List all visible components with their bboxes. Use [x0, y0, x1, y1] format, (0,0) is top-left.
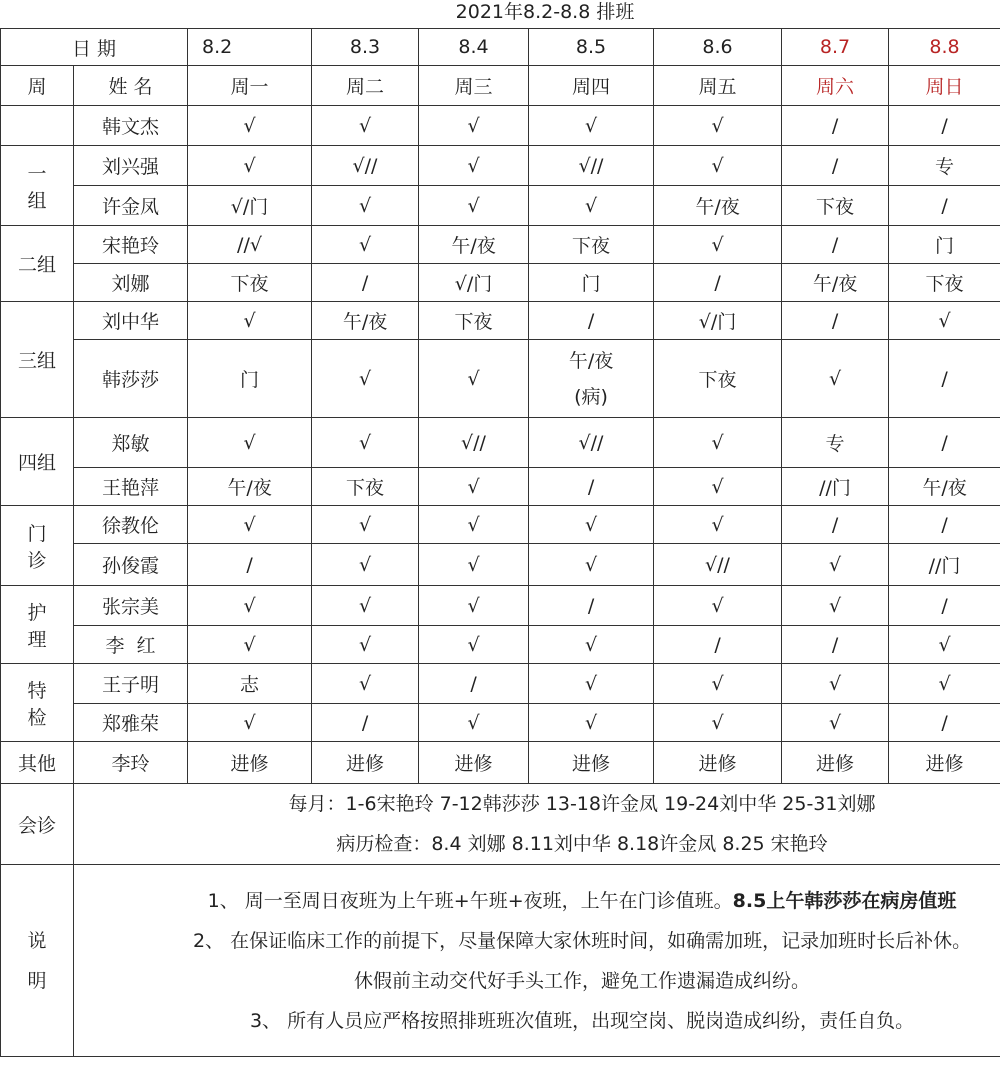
shift-cell: 进修: [889, 742, 1000, 784]
staff-name: 刘兴强: [74, 146, 188, 186]
shift-cell: /: [782, 626, 889, 664]
shift-cell: √: [654, 704, 782, 742]
shift-cell-multiline: [529, 340, 654, 418]
shift-cell: /: [529, 302, 654, 340]
date-header: 日 期: [1, 29, 188, 66]
shift-cell: 门: [188, 340, 312, 418]
date-cell: 8.6: [654, 29, 782, 66]
staff-name: 王子明: [74, 664, 188, 704]
table-row: [1, 418, 1000, 468]
shift-cell: √: [188, 506, 312, 544]
staff-name: 韩莎莎: [74, 340, 188, 418]
group-label-3: 三组: [1, 302, 74, 418]
shift-cell: 午/夜: [419, 226, 529, 264]
shift-cell: √: [529, 704, 654, 742]
notes-row: [1, 865, 1000, 1057]
table-row: [1, 586, 1000, 626]
table-row: [1, 340, 1000, 418]
table-row: [1, 106, 1000, 146]
shift-cell: /: [782, 302, 889, 340]
staff-name: 郑敏: [74, 418, 188, 468]
shift-cell: 进修: [312, 742, 419, 784]
shift-cell: √//: [312, 146, 419, 186]
weekday-cell-weekend: 周六: [782, 66, 889, 106]
shift-cell: √: [529, 506, 654, 544]
shift-cell: 午/夜: [782, 264, 889, 302]
group-label-special-exam: [1, 664, 74, 742]
shift-cell: √: [312, 226, 419, 264]
shift-cell: √: [419, 468, 529, 506]
name-header: 姓 名: [74, 66, 188, 106]
sick-note: (病): [574, 385, 608, 408]
shift-cell: √: [654, 226, 782, 264]
group-label-2: 二组: [1, 226, 74, 302]
shift-cell: √: [188, 146, 312, 186]
table-row: [1, 226, 1000, 264]
note-line-1: [74, 881, 1000, 921]
shift-cell: /: [529, 586, 654, 626]
shift-cell: /: [782, 506, 889, 544]
shift-cell: √: [312, 186, 419, 226]
staff-name: 李玲: [74, 742, 188, 784]
group-label-1: [1, 146, 74, 226]
shift-cell: √: [782, 586, 889, 626]
shift-cell: √: [419, 544, 529, 586]
notes-char: 说: [27, 929, 47, 952]
consult-row: [1, 784, 1000, 865]
weekday-cell: 周二: [312, 66, 419, 106]
shift-cell: √: [419, 146, 529, 186]
shift-cell: 午/夜: [312, 302, 419, 340]
shift-cell: √: [312, 586, 419, 626]
shift-cell: √: [529, 626, 654, 664]
group-char: 特: [27, 679, 47, 702]
shift-cell: √: [188, 106, 312, 146]
weekday-cell: 周四: [529, 66, 654, 106]
shift-cell: /: [782, 226, 889, 264]
shift-cell: 午/夜: [188, 468, 312, 506]
shift-cell: √: [654, 586, 782, 626]
shift-cell: 下夜: [782, 186, 889, 226]
shift-cell: 下夜: [188, 264, 312, 302]
table-row: [1, 146, 1000, 186]
shift-cell: √: [312, 506, 419, 544]
shift-cell: √: [782, 544, 889, 586]
weekday-cell: 周一: [188, 66, 312, 106]
group-label-other: 其他: [1, 742, 74, 784]
group-char: 检: [27, 706, 47, 729]
shift-text: 午/夜: [568, 349, 614, 372]
note-line-3: 休假前主动交代好手头工作，避免工作遗漏造成纠纷。: [354, 969, 811, 992]
notes-char: 明: [27, 969, 47, 992]
shift-cell: √//: [419, 418, 529, 468]
staff-name: 刘娜: [74, 264, 188, 302]
shift-cell: 专: [782, 418, 889, 468]
shift-cell: √: [529, 186, 654, 226]
shift-cell: /: [889, 586, 1000, 626]
shift-cell: √/门: [188, 186, 312, 226]
schedule-table: [0, 28, 1000, 1057]
group-char: 护: [27, 601, 47, 624]
shift-cell: 专: [889, 146, 1000, 186]
shift-cell: /: [889, 186, 1000, 226]
group-label-clinic: [1, 506, 74, 586]
shift-cell: /: [889, 106, 1000, 146]
shift-cell: √//: [529, 146, 654, 186]
shift-cell: √: [889, 664, 1000, 704]
consult-content: [74, 784, 1000, 865]
shift-cell: 进修: [188, 742, 312, 784]
consult-record-check: 病历检查：8.4 刘娜 8.11刘中华 8.18许金凤 8.25 宋艳玲: [336, 833, 828, 855]
weekday-cell: 周五: [654, 66, 782, 106]
shift-cell: √: [188, 704, 312, 742]
shift-cell: √: [419, 506, 529, 544]
table-row: [1, 186, 1000, 226]
shift-cell: 门: [889, 226, 1000, 264]
shift-cell: √: [889, 302, 1000, 340]
shift-cell: 进修: [654, 742, 782, 784]
shift-cell: √: [529, 106, 654, 146]
group-char: 一: [27, 162, 47, 185]
group-char: 门: [27, 522, 47, 545]
shift-cell: √: [654, 664, 782, 704]
group-char: 理: [27, 628, 47, 651]
date-cell: 8.2: [188, 29, 312, 66]
date-cell-weekend: 8.7: [782, 29, 889, 66]
shift-cell: 下夜: [529, 226, 654, 264]
page-title: 2021年8.2-8.8 排班: [455, 1, 635, 23]
shift-cell: //门: [782, 468, 889, 506]
shift-cell: √//: [654, 544, 782, 586]
shift-cell: √/门: [419, 264, 529, 302]
shift-cell: √: [782, 704, 889, 742]
shift-cell: √: [529, 664, 654, 704]
shift-cell: 门: [529, 264, 654, 302]
table-row: [1, 544, 1000, 586]
table-row: [1, 742, 1000, 784]
shift-cell: 进修: [419, 742, 529, 784]
staff-name: 李 红: [74, 626, 188, 664]
table-row: [1, 664, 1000, 704]
note-line-2: 2、 在保证临床工作的前提下，尽量保障大家休班时间，如确需加班，记录加班时长后补休。: [192, 929, 972, 952]
staff-name: 徐教伦: [74, 506, 188, 544]
shift-cell: √: [419, 586, 529, 626]
shift-cell: √: [654, 106, 782, 146]
shift-cell: 午/夜: [889, 468, 1000, 506]
shift-cell: √: [654, 146, 782, 186]
shift-cell: /: [419, 664, 529, 704]
shift-cell: √: [654, 468, 782, 506]
staff-name: 郑雅荣: [74, 704, 188, 742]
group-label-4: 四组: [1, 418, 74, 506]
table-row: [1, 704, 1000, 742]
group-char: 组: [27, 189, 47, 212]
shift-cell: √: [312, 544, 419, 586]
weekday-cell: 周三: [419, 66, 529, 106]
shift-cell: √: [188, 418, 312, 468]
group-cell-empty: [1, 106, 74, 146]
staff-name: 刘中华: [74, 302, 188, 340]
weekday-cell-weekend: 周日: [889, 66, 1000, 106]
shift-cell: 午/夜: [654, 186, 782, 226]
shift-cell: 下夜: [419, 302, 529, 340]
shift-cell: 志: [188, 664, 312, 704]
note-text: 1、 周一至周日夜班为上午班+午班+夜班，上午在门诊值班。: [207, 889, 733, 912]
staff-name: 张宗美: [74, 586, 188, 626]
date-cell: 8.4: [419, 29, 529, 66]
shift-cell: /: [889, 340, 1000, 418]
shift-cell: √: [419, 340, 529, 418]
date-cell: 8.5: [529, 29, 654, 66]
shift-cell: 下夜: [654, 340, 782, 418]
weekday-row: [1, 66, 1000, 106]
shift-cell: √: [188, 626, 312, 664]
shift-cell: /: [889, 704, 1000, 742]
shift-cell: √: [312, 664, 419, 704]
shift-cell: /: [312, 264, 419, 302]
consult-label: 会诊: [1, 784, 74, 865]
shift-cell: √: [312, 340, 419, 418]
shift-cell: //√: [188, 226, 312, 264]
shift-cell: /: [312, 704, 419, 742]
staff-name: 宋艳玲: [74, 226, 188, 264]
shift-cell: √: [188, 302, 312, 340]
week-header: 周: [1, 66, 74, 106]
shift-cell: √: [654, 506, 782, 544]
shift-cell: √: [529, 544, 654, 586]
note-highlight: 8.5上午韩莎莎在病房值班: [732, 889, 957, 912]
shift-cell: /: [654, 626, 782, 664]
shift-cell: /: [889, 506, 1000, 544]
shift-cell: 进修: [529, 742, 654, 784]
shift-cell: //门: [889, 544, 1000, 586]
shift-cell: √: [312, 626, 419, 664]
shift-cell: √: [188, 586, 312, 626]
shift-cell: √: [419, 186, 529, 226]
staff-name: 王艳萍: [74, 468, 188, 506]
shift-cell: √: [312, 418, 419, 468]
group-label-nursing: [1, 586, 74, 664]
staff-name: 韩文杰: [74, 106, 188, 146]
table-row: [1, 264, 1000, 302]
consult-monthly: 每月：1-6宋艳玲 7-12韩莎莎 13-18许金凤 19-24刘中华 25-31刘娜: [288, 793, 876, 815]
staff-name: 许金凤: [74, 186, 188, 226]
shift-cell: √: [312, 106, 419, 146]
notes-content: [74, 865, 1000, 1057]
shift-cell: /: [188, 544, 312, 586]
shift-cell: 下夜: [889, 264, 1000, 302]
shift-cell: √: [889, 626, 1000, 664]
shift-cell: √//: [529, 418, 654, 468]
shift-cell: 下夜: [312, 468, 419, 506]
shift-cell: /: [889, 418, 1000, 468]
staff-name: 孙俊霞: [74, 544, 188, 586]
shift-cell: √/门: [654, 302, 782, 340]
table-row: [1, 506, 1000, 544]
group-char: 诊: [27, 549, 47, 572]
shift-cell: √: [419, 704, 529, 742]
shift-cell: √: [419, 626, 529, 664]
shift-cell: √: [654, 418, 782, 468]
date-row: [1, 29, 1000, 66]
shift-cell: √: [782, 340, 889, 418]
table-row: [1, 302, 1000, 340]
shift-cell: /: [782, 146, 889, 186]
table-row: [1, 468, 1000, 506]
shift-cell: /: [782, 106, 889, 146]
date-cell-weekend: 8.8: [889, 29, 1000, 66]
notes-label: [1, 865, 74, 1057]
shift-cell: 进修: [782, 742, 889, 784]
shift-cell: /: [529, 468, 654, 506]
shift-cell: /: [654, 264, 782, 302]
shift-cell: √: [419, 106, 529, 146]
shift-cell: √: [782, 664, 889, 704]
table-row: [1, 626, 1000, 664]
note-line-4: 3、 所有人员应严格按照排班班次值班，出现空岗、脱岗造成纠纷，责任自负。: [249, 1009, 915, 1032]
date-cell: 8.3: [312, 29, 419, 66]
